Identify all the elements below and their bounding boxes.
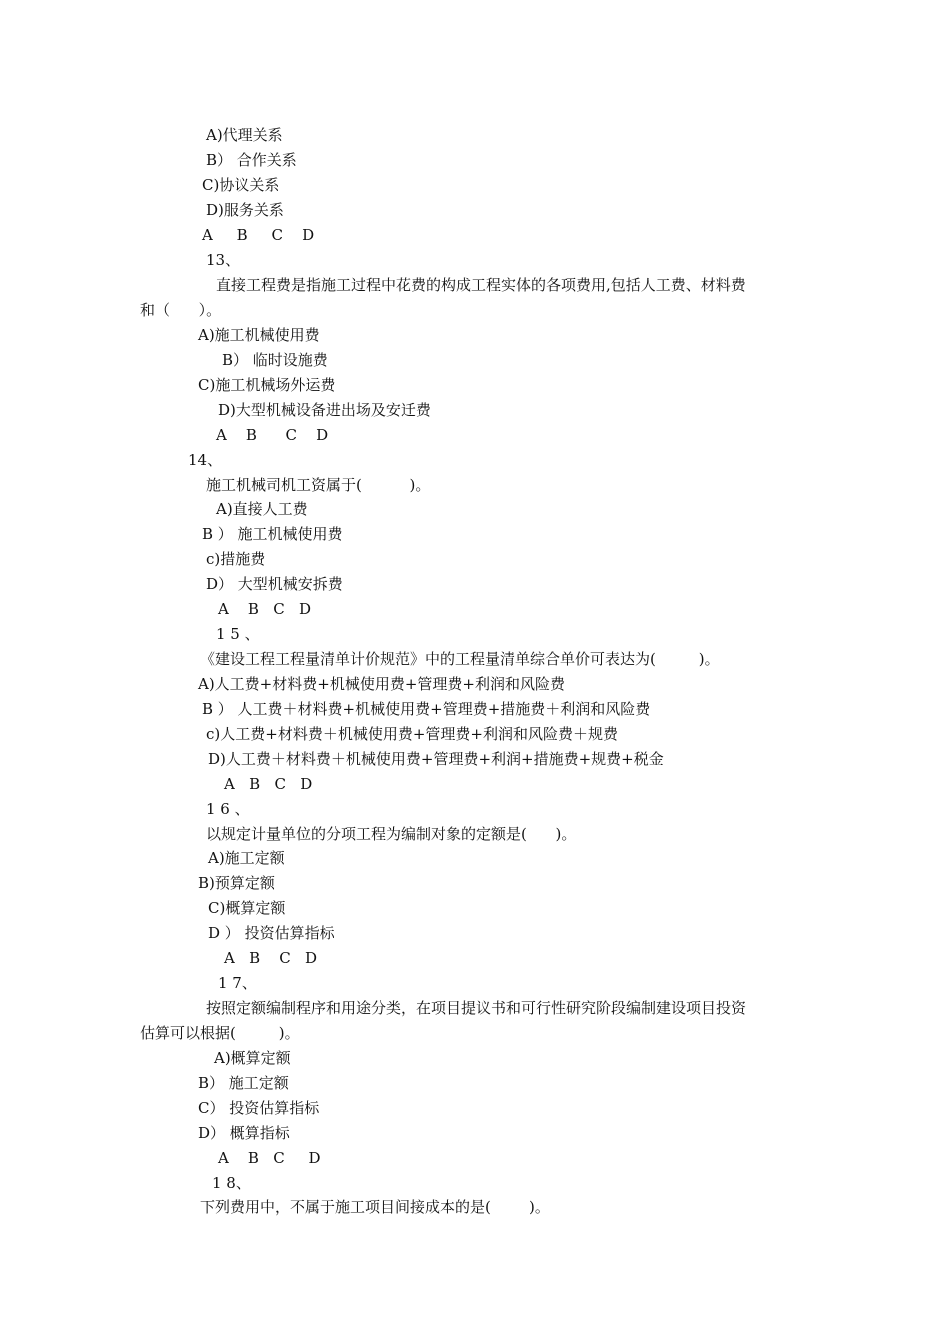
option-b-line: B） 合作关系 [206,151,297,169]
answer-choices-line: A B C D [202,226,315,244]
option-b-line: B)预算定额 [198,874,275,892]
option-c-line: C)施工机械场外运费 [198,376,336,394]
option-a-line: A)代理关系 [206,126,283,144]
answer-choices-line: A B C D [224,949,318,967]
question-text: 按照定额编制程序和用途分类，在项目提议书和可行性研究阶段编制建设项目投资 [206,999,747,1017]
option-b-line: B ） 施工机械使用费 [202,525,343,543]
question-text: 施工机械司机工资属于( )。 [206,476,431,494]
option-c-line: c)措施费 [206,550,266,568]
option-c-line: C)概算定额 [208,899,286,917]
question-number: 1 7、 [218,974,257,992]
option-d-line: D） 大型机械安拆费 [206,575,343,593]
option-d-line: D） 概算指标 [198,1124,290,1142]
option-a-line: A)人工费+材料费+机械使用费+管理费+利润和风险费 [198,675,565,693]
option-d-line: D)人工费＋材料费＋机械使用费+管理费+利润+措施费+规费+税金 [208,750,664,768]
option-a-line: A)概算定额 [214,1049,291,1067]
question-number: 1 5 、 [216,625,260,643]
option-c-line: c)人工费+材料费＋机械使用费+管理费+利润和风险费＋规费 [206,725,618,743]
option-a-line: A)直接人工费 [216,500,308,518]
question-number: 1 8、 [212,1174,251,1192]
option-b-line: B） 施工定额 [198,1074,289,1092]
option-a-line: A)施工机械使用费 [198,326,320,344]
answer-choices-line: A B C D [224,775,313,793]
answer-choices-line: A B C D [216,426,329,444]
question-text: 下列费用中，不属于施工项目间接成本的是( )。 [200,1198,550,1216]
option-c-line: C)协议关系 [202,176,280,194]
option-d-line: D ） 投资估算指标 [208,924,335,942]
question-text: 以规定计量单位的分项工程为编制对象的定额是( )。 [206,825,577,843]
question-number: 1 6 、 [206,800,250,818]
answer-choices-line: A B C D [218,600,312,618]
option-d-line: D)服务关系 [206,201,284,219]
option-a-line: A)施工定额 [208,849,285,867]
option-b-line: B ） 人工费＋材料费+机械使用费+管理费+措施费＋利润和风险费 [202,700,651,718]
question-number: 14、 [188,451,223,469]
question-number: 13、 [206,251,241,269]
answer-choices-line: A B C D [218,1149,321,1167]
question-text-continued: 和（ ）。 [140,301,222,319]
option-c-line: C） 投资估算指标 [198,1099,320,1117]
option-b-line: B） 临时设施费 [222,351,328,369]
question-text: 《建设工程工程量清单计价规范》中的工程量清单综合单价可表达为( )。 [200,650,720,668]
question-text-continued: 估算可以根据( )。 [140,1024,300,1042]
question-text: 直接工程费是指施工过程中花费的构成工程实体的各项费用,包括人工费、材料费 [216,276,746,294]
option-d-line: D)大型机械设备进出场及安迁费 [218,401,431,419]
